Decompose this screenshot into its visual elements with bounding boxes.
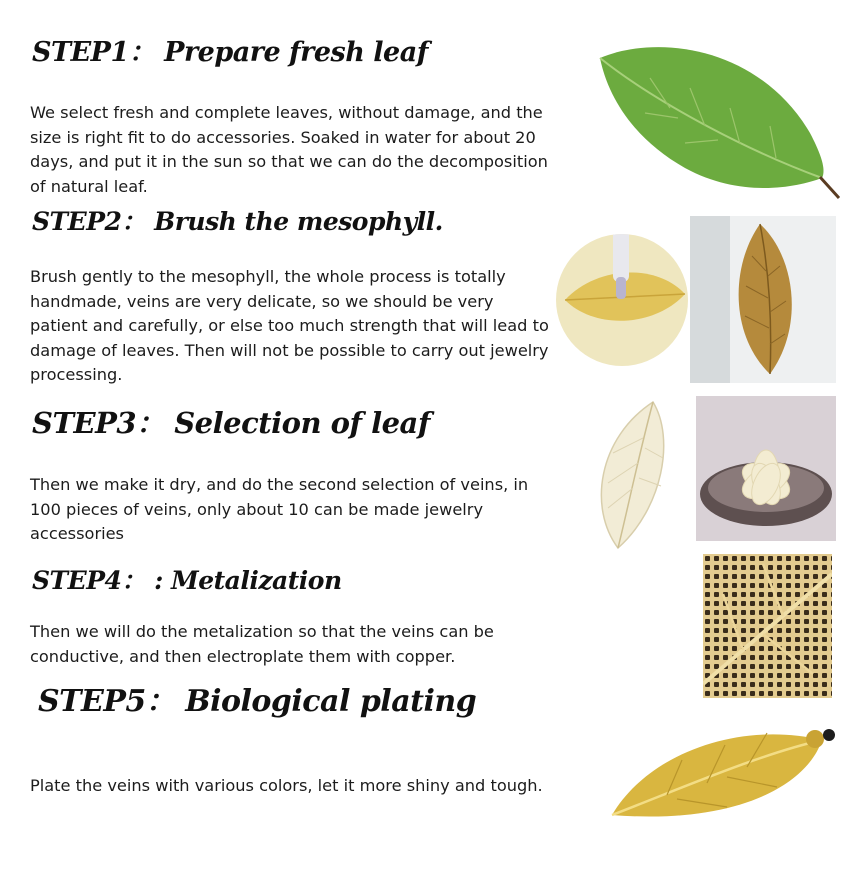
vein-closeup-image — [703, 554, 832, 698]
fresh-green-leaf-image — [590, 38, 840, 206]
gold-leaf-pendant-image — [607, 715, 837, 827]
step5-heading: STEP5： Biological plating — [38, 684, 477, 719]
step1-heading: STEP1： Prepare fresh leaf — [32, 37, 428, 68]
step2-heading: STEP2： Brush the mesophyll. — [32, 207, 443, 236]
step1-description: We select fresh and complete leaves, without damage, and the size is right fit to do accessories. Soaked in water for about 20 days, and put it in the sun so that we can do the decomposition of natural leaf. — [30, 103, 548, 196]
step3-heading: STEP3： Selection of leaf — [32, 406, 430, 440]
golden-skeleton-leaf-image — [690, 216, 836, 383]
step2-description: Brush gently to the mesophyll, the whole process is totally handmade, veins are very delicate, so we should be very patient and carefully, or else too much strength that will lead to damage of leaves. Then will not be possible to carry out jewelry processing. — [30, 267, 549, 384]
skeleton-leaf-flower-image — [696, 396, 836, 541]
brushing-leaf-image — [555, 222, 690, 379]
white-skeleton-leaf-image — [583, 398, 675, 553]
step4-heading: STEP4： : Metalization — [32, 566, 342, 595]
step3-description: Then we make it dry, and do the second selection of veins, in 100 pieces of veins, only about 10 can be made jewelry accessories — [30, 475, 529, 543]
step4-description: Then we will do the metalization so that the veins can be conductive, and then electroplate them with copper. — [30, 622, 494, 666]
step5-description: Plate the veins with various colors, let it more shiny and tough. — [30, 776, 543, 795]
